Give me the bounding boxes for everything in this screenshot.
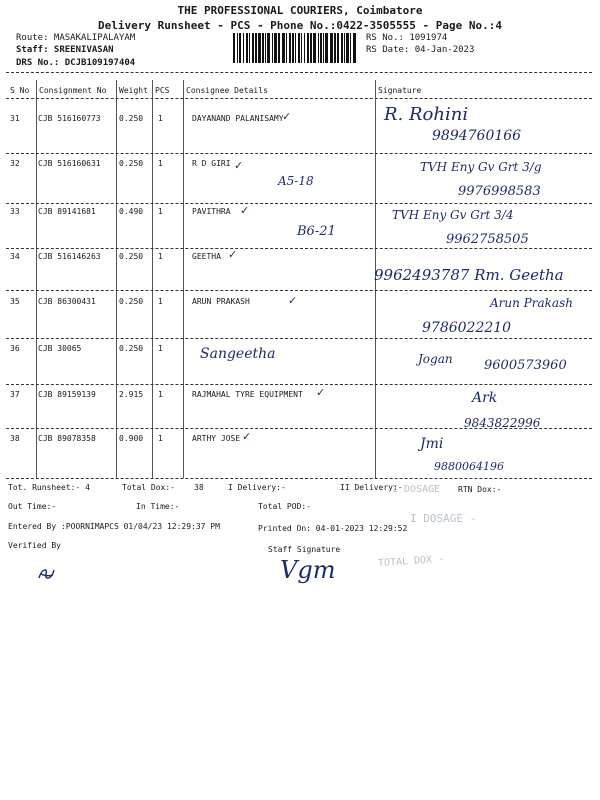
- row-consignment: CJB 516160773: [38, 114, 101, 123]
- column-divider: [183, 80, 184, 478]
- row-sno: 31: [10, 114, 20, 123]
- signature-handwriting: TVH Eny Gv Grt 3/4: [392, 208, 514, 222]
- verified-initials-signature: [36, 564, 58, 584]
- signature-handwriting: 9962493787 Rm. Geetha: [374, 266, 564, 284]
- row-consignee: PAVITHRA: [192, 207, 231, 216]
- row-consignment: CJB 30065: [38, 344, 82, 353]
- staff-signature-label: Staff Signature: [268, 545, 341, 554]
- in-time-label: In Time:-: [136, 502, 180, 511]
- phone-handwriting: 9880064196: [434, 460, 504, 473]
- route-label: Route: MASAKALIPALAYAM: [16, 33, 136, 43]
- row-separator: [6, 384, 592, 385]
- phone-handwriting: 9894760166: [432, 128, 522, 144]
- signature-handwriting: TVH Eny Gv Grt 3/g: [420, 160, 542, 174]
- drs-number: DRS No.: DCJB109197404: [16, 58, 136, 68]
- col-header-consignee: Consignee Details: [186, 86, 268, 95]
- tick-mark: ✓: [288, 294, 298, 307]
- row-sno: 37: [10, 390, 20, 399]
- row-weight: 0.250: [119, 297, 144, 306]
- signature-handwriting: Ark: [472, 390, 498, 406]
- row-weight: 0.250: [119, 344, 144, 353]
- table-bottom-rule: [6, 478, 592, 479]
- row-consignment: CJB 516160631: [38, 159, 101, 168]
- flat-number-handwriting: A5-18: [278, 174, 314, 188]
- signature-handwriting: Jmi: [420, 436, 444, 452]
- staff-signature-handwriting: Vgm: [280, 556, 336, 584]
- i-delivery-label: I Delivery:-: [228, 483, 286, 492]
- row-consignee: GEETHA: [192, 252, 221, 261]
- row-pcs: 1: [158, 297, 163, 306]
- tick-mark: ✓: [316, 386, 326, 399]
- row-weight: 0.250: [119, 252, 144, 261]
- document-subtitle: Delivery Runsheet - PCS - Phone No.:0422-3505555 - Page No.:4: [98, 19, 502, 32]
- row-consignment: CJB 516146263: [38, 252, 101, 261]
- column-divider: [116, 80, 117, 478]
- flat-number-handwriting: B6-21: [297, 224, 336, 239]
- row-pcs: 1: [158, 390, 163, 399]
- row-weight: 0.250: [119, 114, 144, 123]
- total-pod-label: Total POD:-: [258, 502, 311, 511]
- row-pcs: 1: [158, 434, 163, 443]
- signature-handwriting: R. Rohini: [384, 104, 469, 125]
- signature-handwriting: Jogan: [418, 352, 453, 366]
- row-separator: [6, 203, 592, 204]
- row-separator: [6, 338, 592, 339]
- consignee-handwriting: Sangeetha: [200, 346, 276, 362]
- row-pcs: 1: [158, 159, 163, 168]
- stamp-impression: I DOSAGE: [392, 484, 441, 495]
- total-runsheet: Tot. Runsheet:- 4: [8, 483, 90, 492]
- barcode-image: [232, 33, 360, 63]
- phone-handwriting: 9600573960: [484, 358, 567, 373]
- phone-handwriting: 9962758505: [446, 232, 529, 247]
- signature-handwriting: Arun Prakash: [490, 296, 573, 310]
- printed-on: Printed On: 04-01-2023 12:29:52: [258, 524, 408, 533]
- col-header-signature: Signature: [378, 86, 422, 95]
- phone-handwriting: 9976998583: [458, 184, 541, 199]
- row-consignee: ARTHY JOSE: [192, 434, 241, 443]
- tick-mark: ✓: [282, 110, 292, 123]
- rtn-dox-label: RTN Dox:-: [458, 485, 502, 494]
- tick-mark: ✓: [242, 430, 252, 443]
- phone-handwriting: 9843822996: [464, 416, 541, 430]
- header-top-rule: [6, 72, 592, 73]
- total-dox-label: Total Dox:-: [122, 483, 175, 492]
- staff-label: Staff: SREENIVASAN: [16, 45, 114, 55]
- row-sno: 32: [10, 159, 20, 168]
- col-header-consignment: Consignment No: [39, 86, 107, 95]
- entered-by: Entered By :POORNIMAPCS 01/04/23 12:29:37 PM: [8, 522, 220, 531]
- row-pcs: 1: [158, 252, 163, 261]
- row-consignee: RAJMAHAL TYRE EQUIPMENT: [192, 390, 303, 399]
- document-title: THE PROFESSIONAL COURIERS, Coimbatore: [177, 4, 423, 17]
- phone-handwriting: 9786022210: [422, 320, 512, 336]
- row-separator: [6, 248, 592, 249]
- row-separator: [6, 428, 592, 429]
- header-bottom-rule: [6, 98, 592, 99]
- row-sno: 34: [10, 252, 20, 261]
- row-separator: [6, 290, 592, 291]
- out-time-label: Out Time:-: [8, 502, 57, 511]
- stamp-impression: I DOSAGE -: [410, 512, 477, 525]
- column-divider: [36, 80, 37, 478]
- tick-mark: ✓: [240, 204, 250, 217]
- stamp-impression: TOTAL DOX -: [377, 553, 445, 570]
- row-consignment: CJB 89159139: [38, 390, 96, 399]
- total-dox-value: 38: [194, 483, 204, 492]
- verified-by-label: Verified By: [8, 541, 61, 550]
- row-sno: 35: [10, 297, 20, 306]
- row-consignee: DAYANAND PALANISAMY: [192, 114, 284, 123]
- tick-mark: ✓: [228, 248, 238, 261]
- col-header-weight: Weight: [119, 86, 148, 95]
- column-divider: [152, 80, 153, 478]
- row-pcs: 1: [158, 207, 163, 216]
- ii-delivery-label: II Delivery:-: [340, 483, 403, 492]
- row-weight: 0.900: [119, 434, 144, 443]
- row-pcs: 1: [158, 344, 163, 353]
- row-sno: 33: [10, 207, 20, 216]
- row-pcs: 1: [158, 114, 163, 123]
- tick-mark: ✓: [234, 159, 244, 172]
- row-consignment: CJB 89141681: [38, 207, 96, 216]
- row-consignment: CJB 89078358: [38, 434, 96, 443]
- rs-number: RS No.: 1091974: [366, 33, 448, 43]
- row-sno: 36: [10, 344, 20, 353]
- row-consignee: ARUN PRAKASH: [192, 297, 250, 306]
- col-header-pcs: PCS: [155, 86, 170, 95]
- row-weight: 0.250: [119, 159, 144, 168]
- row-weight: 0.490: [119, 207, 144, 216]
- col-header-sno: S No: [10, 86, 30, 95]
- row-sno: 38: [10, 434, 20, 443]
- rs-date: RS Date: 04-Jan-2023: [366, 45, 475, 55]
- row-consignee: R D GIRI: [192, 159, 231, 168]
- row-weight: 2.915: [119, 390, 144, 399]
- row-consignment: CJB 86300431: [38, 297, 96, 306]
- row-separator: [6, 153, 592, 154]
